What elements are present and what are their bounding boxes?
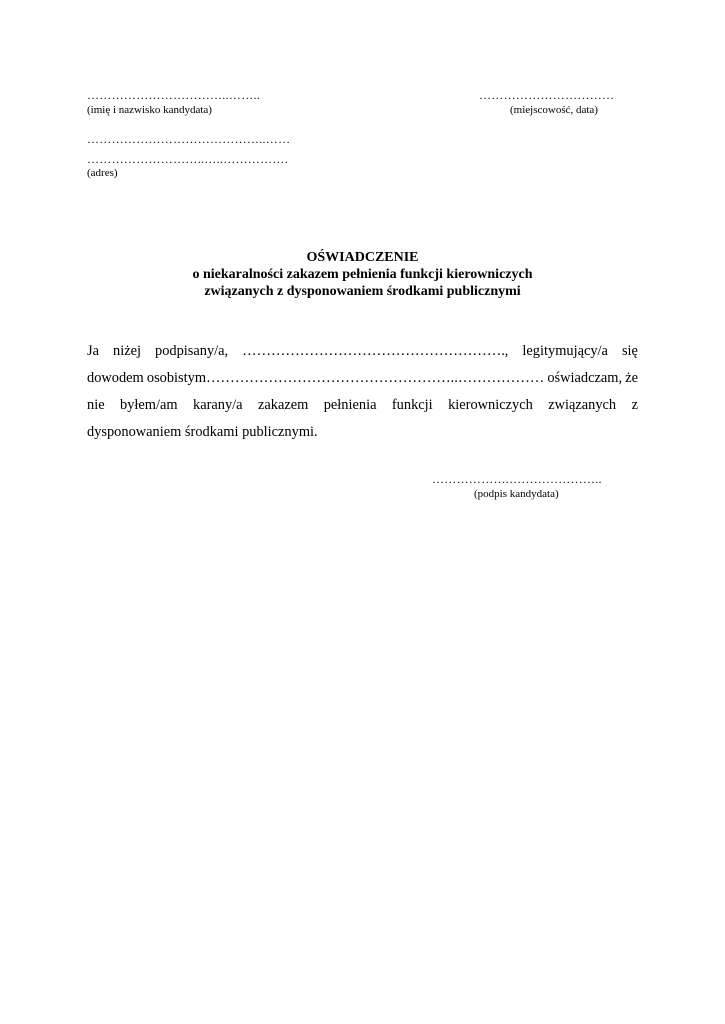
paragraph-line-1 — [87, 338, 638, 365]
candidate-name-label: (imię i nazwisko kandydata) — [87, 104, 212, 116]
id-fill-dots: osobistym……………………………………………..……………… — [146, 370, 545, 386]
name-fill-dots: ………………………………………………., — [242, 343, 509, 359]
word: legitymujący/a — [522, 343, 608, 359]
word: byłem/am — [120, 397, 178, 413]
word: nie — [87, 397, 105, 413]
signature-dots: ……………….………………….. — [432, 472, 602, 486]
word: oświadczam, — [547, 370, 623, 386]
paragraph-line-2 — [87, 365, 638, 392]
word: dowodem — [87, 370, 144, 386]
word: kierowniczych — [448, 397, 533, 413]
place-date-label: (miejscowość, data) — [510, 104, 598, 116]
candidate-name-dots: ……………………………..…….. — [87, 88, 261, 102]
word: Ja — [87, 343, 99, 359]
signature-label: (podpis kandydata) — [474, 488, 559, 500]
address-dots-line-2: ………………………..…..……………. — [87, 152, 288, 166]
document-title — [0, 249, 725, 300]
word: funkcji — [391, 397, 433, 413]
word: zakazem — [257, 397, 309, 413]
word: związanych — [548, 397, 617, 413]
title-heading: OŚWIADCZENIE — [306, 250, 419, 265]
paragraph-line-3 — [87, 392, 638, 419]
word: niżej — [113, 343, 141, 359]
word: się — [621, 343, 638, 359]
place-date-dots: …………………………… — [479, 88, 615, 102]
title-subline-1: o niekaralności zakazem pełnienia funkcji kierowniczych — [192, 267, 533, 282]
paragraph-line-4: dysponowaniem środkami publicznymi. — [87, 424, 318, 440]
word: z — [631, 397, 638, 413]
word: pełnienia — [323, 397, 377, 413]
address-label: (adres) — [87, 167, 118, 179]
declaration-paragraph — [87, 338, 638, 446]
address-dots-line-1: ……………………………………..…… — [87, 132, 291, 146]
word: karany/a — [193, 397, 243, 413]
word: podpisany/a, — [155, 343, 229, 359]
word: że — [625, 370, 638, 386]
title-subline-2: związanych z dysponowaniem środkami publicznymi — [204, 284, 521, 299]
